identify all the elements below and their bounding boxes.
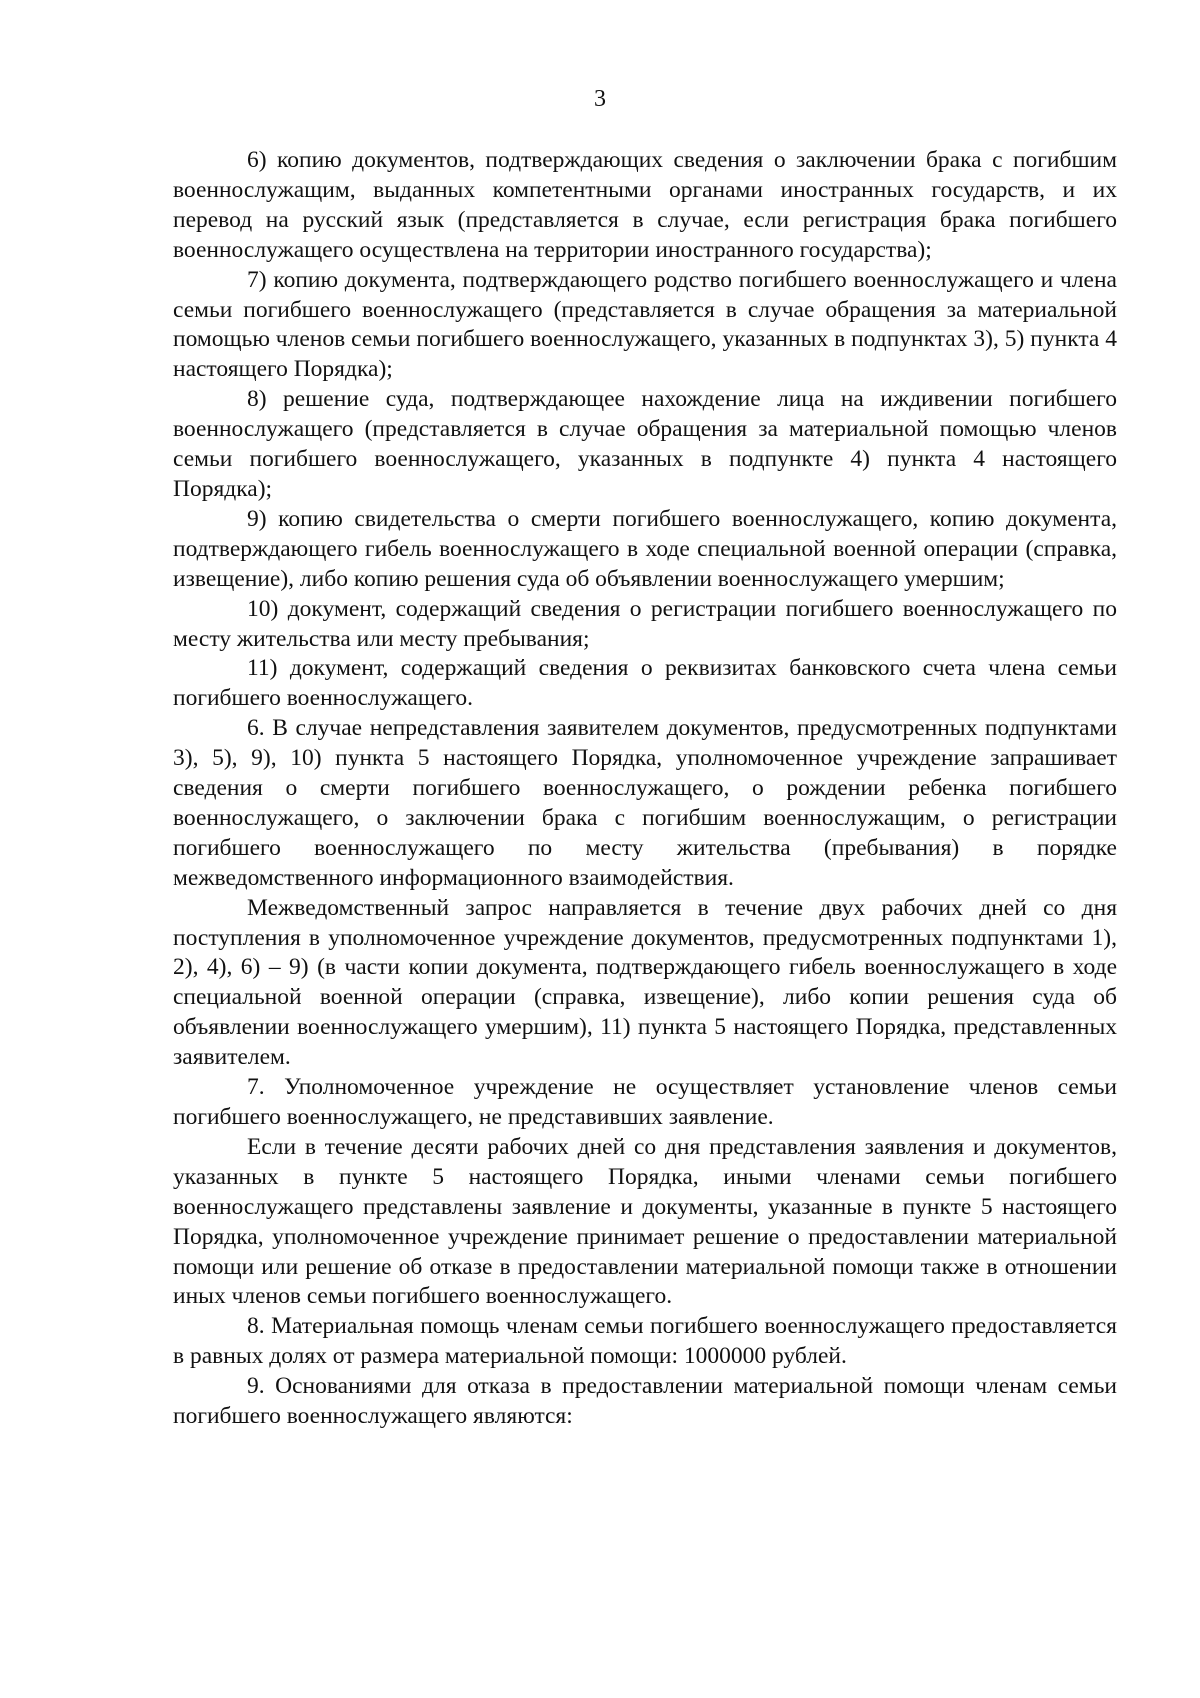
paragraph-item-10: 10) документ, содержащий сведения о регистрации погибшего военнослужащего по месту жительства или месту пребывания; xyxy=(173,595,1117,652)
paragraph-item-6: 6) копию документов, подтверждающих сведения о заключении брака с погибшим военнослужащим, выданных компетентными органами иностранных государств, и их перевод на русский язык (представляется в случае, если регистрация брака погибшего военнослужащего осуществлена на территории иностранного государства); xyxy=(173,147,1117,263)
paragraph-clause-9: 9. Основаниями для отказа в предоставлении материальной помощи членам семьи погибшего военнослужащего являются: xyxy=(173,1373,1117,1430)
paragraph-item-8: 8) решение суда, подтверждающее нахождение лица на иждивении погибшего военнослужащего (представляется в случае обращения за материальной помощью членов семьи погибшего военнослужащего, указанных в подпункте 4) пункта 4 настоящего Порядка); xyxy=(173,386,1117,502)
paragraph-interagency-request: Межведомственный запрос направляется в течение двух рабочих дней со дня поступления в уполномоченное учреждение документов, предусмотренных подпунктами 1), 2), 4), 6) – 9) (в части копии документа, подтверждающего гибель военнослужащего в ходе специальной военной операции (справка, извещение), либо копии решения суда об объявлении военнослужащего умершим), 11) пункта 5 настоящего Порядка, представленных заявителем. xyxy=(173,894,1117,1071)
paragraph-item-11: 11) документ, содержащий сведения о реквизитах банковского счета члена семьи погибшего военнослужащего. xyxy=(173,655,1117,712)
paragraph-clause-8: 8. Материальная помощь членам семьи погибшего военнослужащего предоставляется в равных долях от размера материальной помощи: 1000000 рублей. xyxy=(173,1313,1117,1370)
paragraph-clause-7: 7. Уполномоченное учреждение не осуществляет установление членов семьи погибшего военнослужащего, не представивших заявление. xyxy=(173,1074,1117,1130)
document-body xyxy=(173,146,1117,1432)
paragraph-clause-6: 6. В случае непредставления заявителем документов, предусмотренных подпунктами 3), 5), 9), 10) пункта 5 настоящего Порядка, уполномоченное учреждение запрашивает сведения о смерти погибшего военнослужащего, о рождении ребенка погибшего военнослужащего, о заключении брака с погибшим военнослужащим, о регистрации погибшего военнослужащего по месту жительства (пребывания) в порядке межведомственного информационного взаимодействия. xyxy=(173,715,1117,891)
paragraph-item-7: 7) копию документа, подтверждающего родство погибшего военнослужащего и члена семьи погибшего военнослужащего (представляется в случае обращения за материальной помощью членов семьи погибшего военнослужащего, указанных в подпунктах 3), 5) пункта 4 настоящего Порядка); xyxy=(173,266,1117,383)
paragraph-item-9: 9) копию свидетельства о смерти погибшего военнослужащего, копию документа, подтверждающего гибель военнослужащего в ходе специальной военной операции (справка, извещение), либо копию решения суда об объявлении военнослужащего умершим; xyxy=(173,505,1117,592)
paragraph-other-members: Если в течение десяти рабочих дней со дня представления заявления и документов, указанных в пункте 5 настоящего Порядка, иными членами семьи погибшего военнослужащего представлены заявление и документы, указанные в пункте 5 настоящего Порядка, уполномоченное учреждение принимает решение о предоставлении материальной помощи или решение об отказе в предоставлении материальной помощи также в отношении иных членов семьи погибшего военнослужащего. xyxy=(173,1133,1117,1310)
page-number: 3 xyxy=(594,86,606,112)
